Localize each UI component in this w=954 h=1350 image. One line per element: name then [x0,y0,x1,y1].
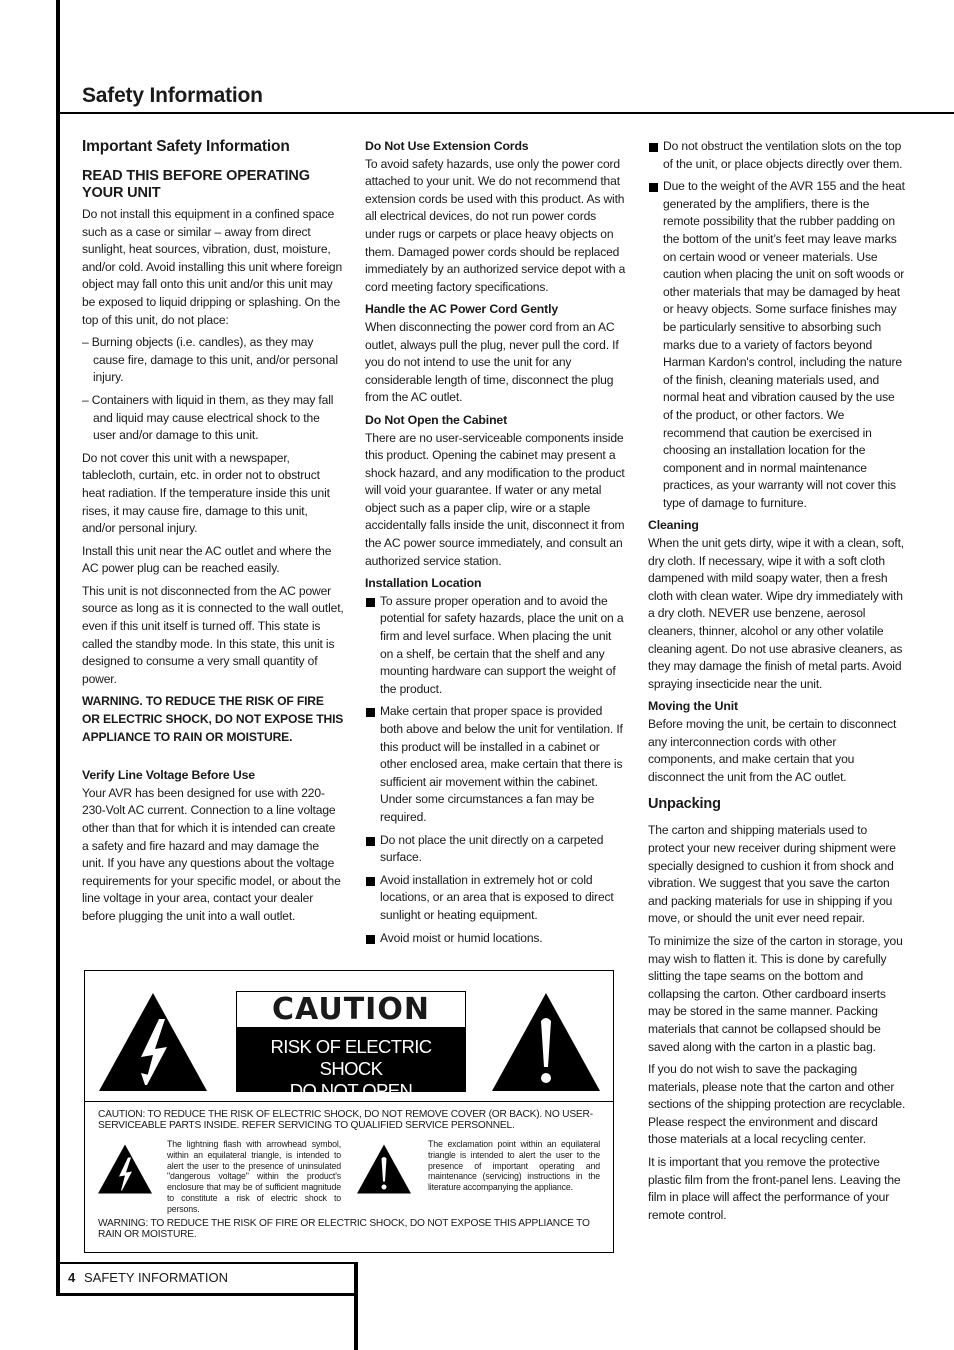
paragraph: If you do not wish to save the packaging materials, please note that the carton and other sections of the shipping protection are recyclable. Please respect the environment and discard those materials at a local recycling center. [648,1062,906,1147]
caution-divider [85,1101,613,1102]
caution-line-2: DO NOT OPEN [289,1080,413,1101]
bullet-item: Avoid moist or humid locations. [365,930,627,948]
paragraph: Do not install this equipment in a confined space such as a case or similar – away from direct sunlight, heat sources, vibration, dust, moisture, and/or cold. Avoid installing this unit where foreign object may fall onto this unit and/or this unit may be exposed to liquid dripping or splashing. On the top of this unit, do not place: [82,207,343,327]
exclamation-small-icon [356,1143,412,1195]
dash-item: – Burning objects (i.e. candles), as they may cause fire, damage to this unit, and/or personal injury. [82,335,338,385]
caution-bottom-text: WARNING: TO REDUCE THE RISK OF FIRE OR ELECTRIC SHOCK, DO NOT EXPOSE THIS APPLIANCE TO RAIN OR MOISTURE. [98,1218,590,1241]
caution-black-panel [237,1027,465,1101]
paragraph: Before moving the unit, be certain to disconnect any interconnection cords with other components, and make certain that you disconnect the unit from the AC outlet. [648,717,897,784]
section-heading: Verify Line Voltage Before Use [82,768,255,783]
lightning-warning-icon [97,991,209,1093]
lightning-small-icon [97,1143,153,1195]
caution-line-1: RISK OF ELECTRIC SHOCK [270,1036,432,1079]
exclamation-explanation: The exclamation point within an equilateral triangle is intended to alert the user to the presence of important operating and maintenance (servicing) instructions in the literature accompanying the appliance. [428,1139,600,1193]
dash-item: – Containers with liquid in them, as they may fall and liquid may cause electrical shock to the user and/or damage to this unit. [82,392,334,443]
caution-word: CAUTION [272,992,430,1027]
section-heading: Cleaning [648,518,699,533]
caution-box [84,970,614,1253]
paragraph: When disconnecting the power cord from an AC outlet, always pull the plug, never pull the cord. If you do not intend to use the unit for any considerable length of time, disconnect the plug from the AC outlet. [365,319,619,405]
paragraph: When the unit gets dirty, wipe it with a clean, soft, dry cloth. If necessary, wipe it with a soft cloth dampened with mild soapy water, then a fresh cloth with clean water. Wipe dry immediately with a dry cloth. NEVER use benzene, aerosol cleaners, thinner, alcohol or any other volatile cleaning agent. Do not use abrasive cleaners, as they may damage the finish of metal parts. Avoid spraying insecticide near the unit. [648,536,904,691]
column-1 [82,138,344,931]
footer-rule [56,1262,358,1264]
paragraph: To avoid safety hazards, use only the power cord attached to your unit. We do not recommend that extension cords be used with this product. As with all electrical devices, do not run power cords under rugs or carpets or place heavy objects on them. Damaged power cords should be replaced immediately by an authorized service depot with a cord meeting factory specifications. [365,156,626,294]
important-safety-heading: Important Safety Information [82,138,290,155]
bullet-item: Do not obstruct the ventilation slots on the top of the unit, or place objects directly over them. [648,138,906,173]
section-heading: Handle the AC Power Cord Gently [365,302,559,317]
paragraph: It is important that you remove the protective plastic film from the front-panel lens. Leaving the film in place will affect the performance of your remote control. [648,1155,901,1222]
paragraph: This unit is not disconnected from the AC power source as long as it is connected to the wall outlet, even if this unit itself is turned off. This state is called the standby mode. In this state, this unit is designed to consume a very small quantity of power. [82,583,344,686]
section-heading: Moving the Unit [648,699,738,714]
paragraph: Install this unit near the AC outlet and where the AC power plug can be reached easily. [82,543,332,576]
page-number: 4 [68,1270,76,1285]
section-heading: Installation Location [365,576,482,591]
caution-top-text: CAUTION: TO REDUCE THE RISK OF ELECTRIC SHOCK, DO NOT REMOVE COVER (OR BACK). NO USER-SERVICEABLE PARTS INSIDE. REFER SERVICING TO QUALIFIED SERVICE PERSONNEL. [98,1109,593,1132]
section-heading: Do Not Use Extension Cords [365,139,529,153]
unpacking-heading: Unpacking [648,796,721,813]
column-2 [365,138,627,952]
paragraph: The carton and shipping materials used to protect your new receiver during shipment were specially designed to cushion it from shock and vibration. We suggest that you save the carton and packing materials for use in shipping if you move, or should the unit ever need repair. [648,823,896,926]
column-3 [648,138,906,1229]
bullet-item: Avoid installation in extremely hot or cold locations, or an area that is exposed to direct sunlight or heating equipment. [365,872,627,925]
bullet-item: Make certain that proper space is provided both above and below the unit for ventilation. If this product will be installed in a cabinet or other enclosed area, make certain that there is sufficient air movement within the cabinet. Under some circumstances a fan may be required. [365,703,627,826]
lightning-explanation: The lightning flash with arrowhead symbol, within an equilateral triangle, is intended to alert the user to the presence of uninsulated "dangerous voltage" within the product's enclosure that may be of sufficient magnitude to constitute a risk of electric shock to persons. [167,1139,341,1214]
paragraph: There are no user-serviceable components inside this product. Opening the cabinet may present a shock hazard, and any modification to the product will void your guarantee. If water or any metal object such as a paper clip, wire or a staple accidentally falls inside the unit, disconnect it from the AC power source immediately, and consult an authorized service station. [365,430,625,568]
footer-section-label: SAFETY INFORMATION [84,1270,228,1285]
caution-label [236,991,466,1101]
paragraph: Do not cover this unit with a newspaper, tablecloth, curtain, etc. in order not to obstruct heat radiation. If the temperature inside this unit rises, it may cause fire, damage to this unit, and/or personal injury. [82,450,330,536]
bullet-item: Due to the weight of the AVR 155 and the heat generated by the amplifiers, there is the remote possibility that the rubber padding on the bottom of the unit’s feet may leave marks on certain wood or veneer materials. Use caution when placing the unit on soft woods or other materials that may be damaged by heat or heavy objects. Some surface finishes may be particularly sensitive to absorbing such marks due to a variety of factors beyond Harman Kardon's control, including the nature of the finish, cleaning materials used, and normal heat and vibration caused by the use of the product, or other factors. We recommend that caution be exercised in choosing an installation location for the component and in normal maintenance practices, as your warranty will not cover this type of damage to furniture. [648,178,906,512]
bullet-item: Do not place the unit directly on a carpeted surface. [365,832,627,867]
page-title: Safety Information [82,84,263,107]
paragraph: Your AVR has been designed for use with 220-230-Volt AC current. Connection to a line voltage other than that for which it is intended can create a safety and fire hazard and may damage the unit. If you have any questions about the voltage requirements for your specific model, or about the line voltage in your area, contact your dealer before plugging the unit into a wall outlet. [82,785,341,923]
read-before-heading: READ THIS BEFORE OPERATING YOUR UNIT [82,168,310,201]
exclamation-warning-icon [490,991,602,1093]
header-rule [56,112,954,114]
section-heading: Do Not Open the Cabinet [365,412,508,427]
left-margin-bar [56,0,60,1296]
warning-text: WARNING. TO REDUCE THE RISK OF FIRE OR ELECTRIC SHOCK, DO NOT EXPOSE THIS APPLIANCE TO RAIN OR MOISTURE. [82,694,344,744]
bullet-item: To assure proper operation and to avoid the potential for safety hazards, place the unit on a firm and level surface. When placing the unit on a shelf, be certain that the shelf and any mounting hardware can support the weight of the product. [365,593,627,699]
paragraph: To minimize the size of the carton in storage, you may wish to flatten it. This is done by carefully slitting the tape seams on the bottom and collapsing the carton. Other cardboard inserts may be stored in the same manner. Packing materials that cannot be collapsed should be saved along with the carton in a plastic bag. [648,933,903,1054]
footer-bottom-rule [56,1293,358,1296]
footer-divider-bar [354,1262,358,1350]
